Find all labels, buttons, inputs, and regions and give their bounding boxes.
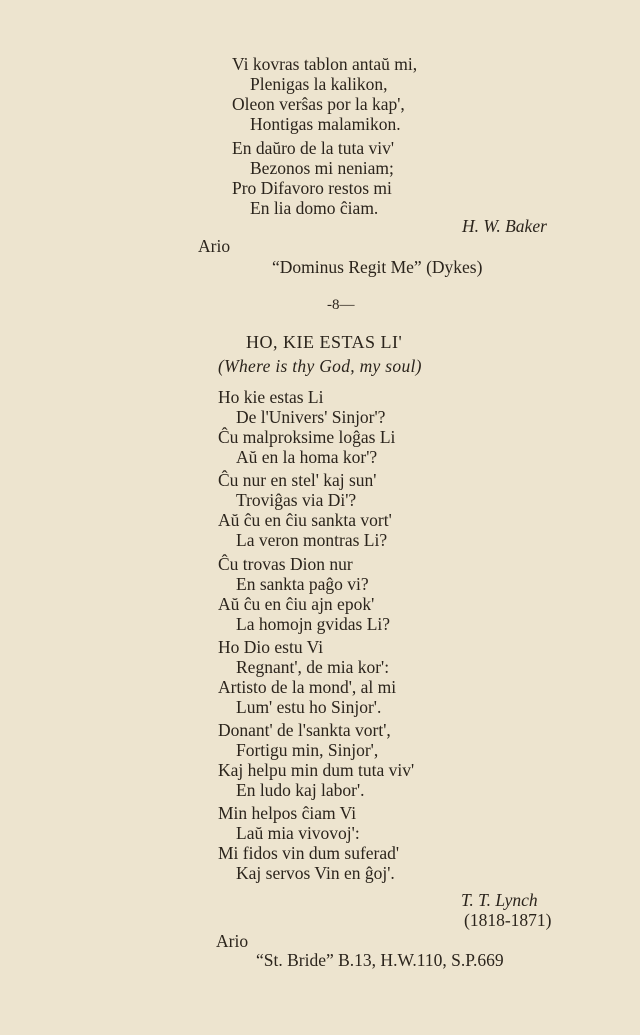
tune-name: “St. Bride” B.13, H.W.110, S.P.669	[256, 950, 504, 970]
verse-line: Donant' de l'sankta vort',	[218, 720, 391, 740]
verse-line: Ĉu malproksime loĝas Li	[218, 427, 396, 447]
verse-line: Kaj helpu min dum tuta viv'	[218, 760, 415, 780]
verse-line: Aŭ ĉu en ĉiu sankta vort'	[218, 510, 392, 530]
verse-line: Troviĝas via Di'?	[236, 490, 357, 510]
tune-name: “Dominus Regit Me” (Dykes)	[272, 257, 483, 277]
verse-line: Lum' estu ho Sinjor'.	[236, 697, 382, 717]
verse-line: Fortigu min, Sinjor',	[236, 740, 379, 760]
verse-line: En lia domo ĉiam.	[250, 198, 379, 218]
verse-line: Laŭ mia vivovoj':	[236, 823, 360, 843]
tune-label: Ario	[216, 931, 249, 951]
verse-line: Vi kovras tablon antaŭ mi,	[232, 54, 418, 74]
hymn-title: HO, KIE ESTAS LI'	[246, 332, 403, 352]
verse-line: Pro Difavoro restos mi	[232, 178, 392, 198]
hymn-subtitle: (Where is thy God, my soul)	[218, 356, 422, 376]
verse-line: En daŭro de la tuta viv'	[232, 138, 395, 158]
verse-line: Bezonos mi neniam;	[250, 158, 394, 178]
hymn-number: -8—	[327, 297, 355, 313]
verse-line: En ludo kaj labor'.	[236, 780, 365, 800]
author-dates: (1818-1871)	[464, 910, 552, 930]
verse-line: La veron montras Li?	[236, 530, 388, 550]
verse-line: Ho Dio estu Vi	[218, 637, 324, 657]
verse-line: Plenigas la kalikon,	[250, 74, 388, 94]
verse-line: Artisto de la mond', al mi	[218, 677, 397, 697]
verse-line: Ĉu nur en stel' kaj sun'	[218, 470, 377, 490]
verse-line: Oleon verŝas por la kap',	[232, 94, 405, 114]
verse-line: Hontigas malamikon.	[250, 114, 401, 134]
verse-line: Ĉu trovas Dion nur	[218, 554, 353, 574]
verse-line: Ho kie estas Li	[218, 387, 324, 407]
verse-line: De l'Univers' Sinjor'?	[236, 407, 386, 427]
verse-line: Aŭ en la homa kor'?	[236, 447, 378, 467]
verse-line: Mi fidos vin dum suferad'	[218, 843, 400, 863]
verse-line: En sankta paĝo vi?	[236, 574, 369, 594]
verse-line: Aŭ ĉu en ĉiu ajn epok'	[218, 594, 375, 614]
tune-label: Ario	[198, 236, 231, 256]
author: H. W. Baker	[462, 216, 547, 236]
verse-line: Regnant', de mia kor':	[236, 657, 390, 677]
author: T. T. Lynch	[461, 890, 538, 910]
verse-line: Min helpos ĉiam Vi	[218, 803, 357, 823]
verse-line: Kaj servos Vin en ĝoj'.	[236, 863, 395, 883]
verse-line: La homojn gvidas Li?	[236, 614, 391, 634]
